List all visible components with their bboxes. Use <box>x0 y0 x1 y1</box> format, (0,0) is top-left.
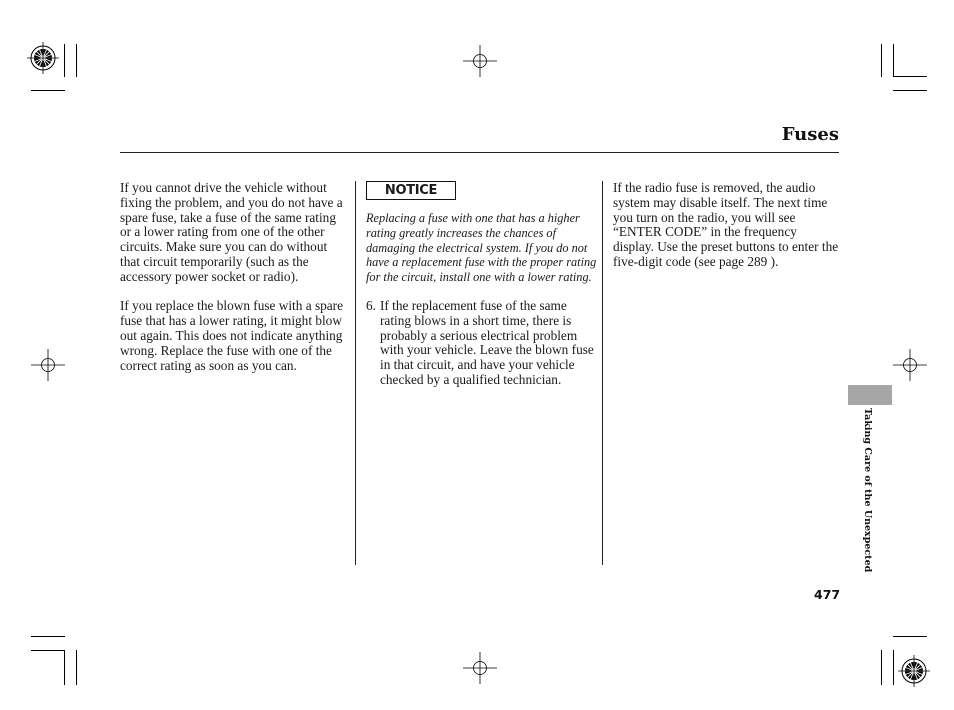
column-divider <box>602 181 603 565</box>
step-text: If the replacement fuse of the same rating blows in a short time, there is probably a serious electrical problem with your vehicle. Leave the blown fuse in that circuit, and have your vehicle checked by a qualified technician. <box>380 297 594 387</box>
crosshair-icon <box>463 652 497 684</box>
header-rule <box>120 152 839 153</box>
crosshair-icon <box>463 45 497 77</box>
step-number: 6. <box>366 297 376 313</box>
crosshair-icon <box>31 349 65 381</box>
column-3 <box>613 181 841 270</box>
registration-target-icon <box>27 42 59 74</box>
page-number: 477 <box>814 587 841 602</box>
step-item <box>366 299 598 388</box>
page-title: Fuses <box>781 124 839 145</box>
paragraph: If you cannot drive the vehicle without fixing the problem, and you do not have a spare fuse, take a fuse of the same rating or a lower rating from one of the other circuits. Make sure you can do without that circuit temporarily (such as the accessory power socket or radio). <box>120 180 343 284</box>
section-label: Taking Care of the Unexpected <box>862 408 873 573</box>
paragraph: If the radio fuse is removed, the audio system may disable itself. The next time you turn on the radio, you will see “ENTER CODE” in the frequency display. Use the preset buttons to enter the five-digit code (see page 289 ). <box>613 180 839 269</box>
notice-label: NOTICE <box>366 181 456 200</box>
section-tab <box>848 385 892 405</box>
column-2 <box>366 181 598 388</box>
notice-text: Replacing a fuse with one that has a higher rating greatly increases the chances of damaging the electrical system. If you do not have a replacement fuse with the proper rating for the circuit, install one with a lower rating. <box>366 211 597 285</box>
crosshair-icon <box>893 349 927 381</box>
registration-target-icon <box>898 655 930 687</box>
paragraph: If you replace the blown fuse with a spare fuse that has a lower rating, it might blow out again. This does not indicate anything wrong. Replace the fuse with one of the correct rating as soon as you can. <box>120 298 344 373</box>
column-1 <box>120 181 348 388</box>
column-divider <box>355 181 356 565</box>
